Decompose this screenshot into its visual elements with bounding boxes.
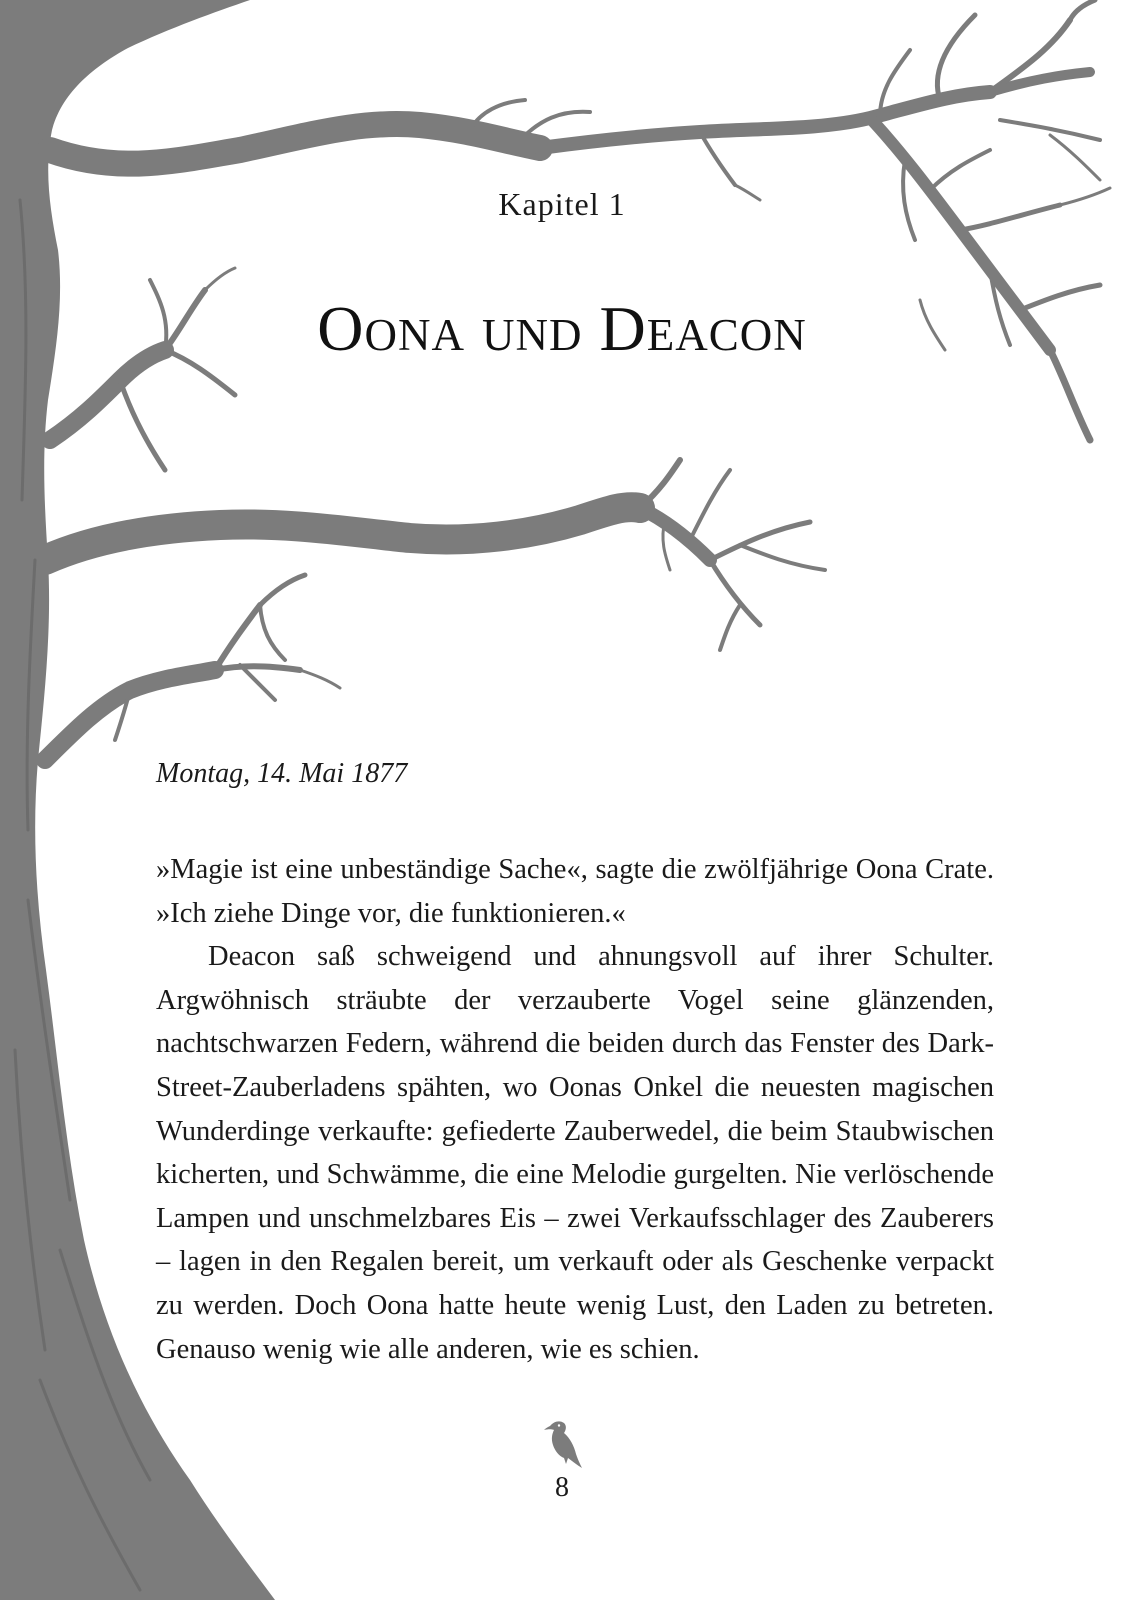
body-text bbox=[156, 848, 994, 1371]
raven-icon bbox=[544, 1418, 582, 1468]
paragraph-2: Deacon saß schweigend und ahnungsvoll auf ihrer Schulter. Argwöhnisch sträubte der verzauberte Vogel seine glänzenden, nachtschwarzen Federn, während die beiden durch das Fenster des Dark-Street-Zauberladens spähten, wo Oonas Onkel die neuesten magischen Wunderdinge verkaufte: gefiederte Zauberwedel, die beim Staubwischen kicherten, und Schwämme, die eine Melodie gurgelten. Nie verlöschende Lampen und unschmelzbares Eis – zwei Verkaufsschlager des Zauberers – lagen in den Regalen bereit, um verkauft oder als Geschenke verpackt zu werden. Doch Oona hatte heute wenig Lust, den Laden zu betreten. Genauso wenig wie alle anderen, wie es schien. bbox=[156, 941, 994, 1365]
page-number: 8 bbox=[555, 1472, 569, 1503]
paragraph-1: »Magie ist eine unbeständige Sache«, sagte die zwölfjährige Oona Crate. »Ich ziehe Dinge vor, die funktionieren.« bbox=[156, 854, 994, 929]
dateline: Montag, 14. Mai 1877 bbox=[156, 758, 408, 789]
chapter-title: Oona und Deacon bbox=[317, 293, 807, 364]
chapter-label: Kapitel 1 bbox=[498, 186, 626, 222]
